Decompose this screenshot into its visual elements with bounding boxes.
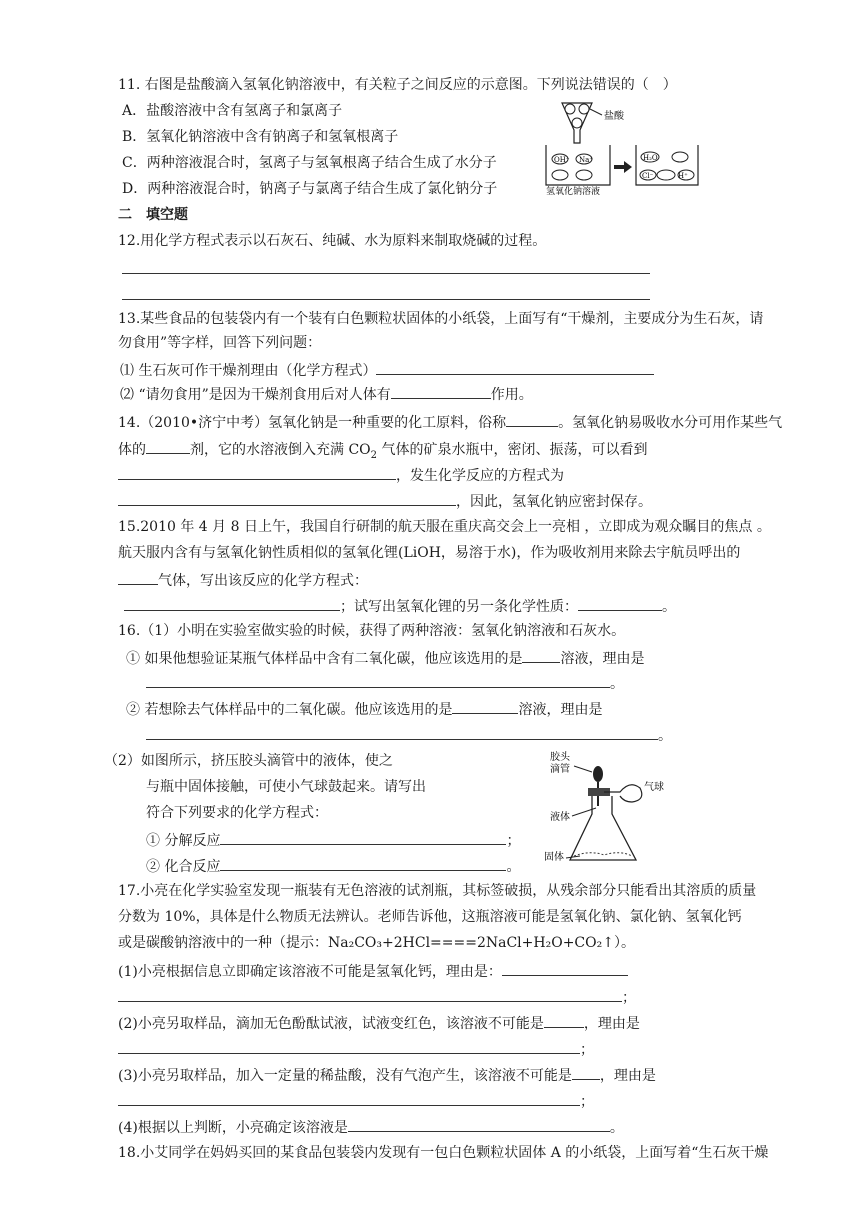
q16-reaction-2-period: 。: [506, 859, 521, 875]
q18-line-1: 18.小艾同学在妈妈买回的某食品包装袋内发现有一包白色颗粒状固体 A 的小纸袋，上面写着“生石灰干燥: [118, 1145, 769, 1161]
q17-sub-3-text: (3)小亮另取样品，加入一定量的稀盐酸，没有气泡产生，该溶液不可能是: [118, 1068, 572, 1084]
q12-answer-line-2[interactable]: [122, 299, 650, 300]
q17-sub-4-text: (4)根据以上判断，小亮确定该溶液是: [118, 1120, 348, 1136]
q16-blank-6[interactable]: [220, 856, 506, 871]
q16-fig-balloon-label: 气球: [644, 782, 664, 793]
q17-blank-3[interactable]: [544, 1013, 584, 1028]
q17-line-1: 17.小亮在化学实验室发现一瓶装有无色溶液的试剂瓶，其标签破损，从残余部分只能看出其溶质的质量: [118, 883, 757, 899]
q17-blank-2[interactable]: [118, 987, 622, 1002]
q16-item-1-period: 。: [610, 676, 624, 692]
q16-reaction-2: [146, 856, 520, 876]
q14-co2-subscript: 2: [370, 449, 378, 461]
q16-blank-2[interactable]: [146, 673, 610, 688]
q11-fig-oh-label: OH⁻: [554, 156, 570, 164]
q15-line-4-suffix: 。: [662, 599, 676, 615]
q14-line-4-text: ，因此，氢氧化钠应密封保存。: [456, 494, 652, 510]
q11-fig-cl-label: Cl⁻: [642, 172, 654, 180]
q14-line-3-text: ，发生化学反应的方程式为: [396, 468, 564, 484]
q12-stem: 12.用化学方程式表示以石灰石、纯碱、水为原料来制取烧碱的过程。: [118, 233, 547, 249]
q17-sub-4: [118, 1117, 624, 1137]
q16-part-2-line-1: （2）如图所示，挤压胶头滴管中的液体，使之: [104, 753, 393, 769]
q17-sub-1-text: (1)小亮根据信息立即确定该溶液不可能是氢氧化钙，理由是：: [118, 964, 502, 980]
q16-part-2-line-2: 与瓶中固体接触，可使小气球鼓起来。请写出: [146, 779, 426, 795]
q13-part-2-suffix: 作用。: [490, 387, 533, 403]
q13-line-1: 13.某些食品的包装袋内有一个装有白色颗粒状固体的小纸袋，上面写有“干燥剂，主要成分为生石灰，请: [118, 311, 764, 327]
q17-sub-1: [118, 961, 628, 981]
q15-blank-3[interactable]: [578, 596, 662, 611]
q15-line-4: [124, 596, 676, 616]
q13-part-2: [120, 384, 533, 404]
q16-item-2-period: 。: [658, 728, 672, 744]
q16-item-2: [126, 699, 602, 719]
q15-blank-2[interactable]: [124, 596, 340, 611]
q11-fig-hcl-label: 盐酸: [604, 111, 624, 122]
q16-fig-dropper-label-1: 胶头: [550, 752, 570, 763]
q13-part-2-blank[interactable]: [391, 384, 491, 399]
q17-sub-3-suffix: ，理由是: [599, 1068, 656, 1084]
q14-line-1-text: 14.（2010•济宁中考）氢氧化钠是一种重要的化工原料，俗称: [118, 415, 507, 431]
q11-fig-h-label: H⁺: [678, 172, 688, 180]
q17-sub-3: [118, 1065, 656, 1085]
q16-fig-solid-label: 固体: [544, 852, 564, 863]
q16-flask-figure: [540, 748, 680, 872]
q17-sub-3-cont: [118, 1091, 594, 1111]
q16-fig-dropper-bulb: [593, 766, 603, 782]
q11-fig-h-ion: [579, 104, 589, 114]
q16-item-1-text: ① 如果他想验证某瓶气体样品中含有二氧化碳，他应该选用的是: [126, 651, 523, 667]
q16-blank-1[interactable]: [522, 648, 560, 663]
q17-sub-1-cont: [118, 987, 636, 1007]
q17-sub-1-semicolon: ；: [622, 990, 636, 1006]
q17-sub-2-suffix: ，理由是: [583, 1016, 640, 1032]
q16-blank-3[interactable]: [452, 699, 518, 714]
q13-part-2-text: ⑵ “请勿食用”是因为干燥剂食用后对人体有: [120, 387, 391, 403]
q14-line-2: [118, 439, 647, 459]
q17-blank-1[interactable]: [502, 961, 628, 976]
q14-blank-1[interactable]: [506, 412, 558, 427]
q14-line-4: [118, 491, 652, 511]
q16-item-1-suffix: 溶液，理由是: [560, 651, 645, 667]
q16-item-2-suffix: 溶液，理由是: [518, 702, 603, 718]
q14-blank-4[interactable]: [118, 491, 456, 506]
q11-fig-h2o-label: H₂O: [643, 154, 658, 162]
q13-part-1-blank[interactable]: [376, 360, 654, 375]
q15-line-3: [118, 570, 368, 590]
q14-line-2-text: 体的: [118, 442, 146, 458]
q11-fig-cl-ion: [565, 104, 575, 114]
q17-sub-4-suffix: 。: [609, 1120, 624, 1136]
q17-sub-3-semicolon: ；: [580, 1094, 594, 1110]
q13-line-2: 勿食用”等字样，回答下列问题：: [118, 335, 322, 351]
q14-blank-2[interactable]: [146, 439, 190, 454]
section-title: 二 填空题: [118, 207, 188, 223]
q14-line-2-mid: 剂，它的水溶液倒入充满 CO: [190, 442, 371, 458]
q17-blank-4[interactable]: [118, 1039, 580, 1054]
q12-answer-line-1[interactable]: [122, 273, 650, 274]
q14-blank-3[interactable]: [118, 465, 396, 480]
q14-line-1-suffix: 。氢氧化钠易吸收水分可用作某些气: [558, 415, 783, 431]
q16-reaction-1-text: ① 分解反应: [146, 833, 221, 849]
q16-part-2-line-3: 符合下列要求的化学方程式：: [146, 805, 328, 821]
q16-item-1-reason: [146, 673, 624, 693]
q11-fig-arrow-icon: [614, 161, 632, 173]
q17-line-2: 分数为 10%，具体是什么物质无法辨认。老师告诉他，这瓶溶液可能是氢氧化钠、氯化钠、氢氧化钙: [118, 909, 742, 925]
q13-part-1: [120, 360, 654, 380]
q16-reaction-1-semicolon: ；: [506, 833, 521, 849]
q11-option-b: B．氢氧化钠溶液中含有钠离子和氢氧根离子: [122, 129, 399, 145]
q15-line-1: 15.2010 年 4 月 8 日上午，我国自行研制的航天服在重庆高交会上一亮相 ，立即成为观众瞩目的焦点 。: [118, 519, 771, 535]
q16-part-1: 16.（1）小明在实验室做实验的时候，获得了两种溶液：氢氧化钠溶液和石灰水。: [118, 623, 626, 639]
q15-blank-1[interactable]: [118, 570, 158, 585]
q17-blank-7[interactable]: [348, 1117, 610, 1132]
q14-line-3: [118, 465, 564, 485]
q17-sub-2-cont: [118, 1039, 594, 1059]
q15-line-2: 航天服内含有与氢氧化钠性质相似的氢氧化锂(LiOH，易溶于水)，作为吸收剂用来除去宇航员呼出的: [118, 545, 741, 561]
q17-blank-5[interactable]: [572, 1065, 600, 1080]
q16-blank-5[interactable]: [220, 830, 506, 845]
q15-line-3-text: 气体，写出该反应的化学方程式：: [158, 573, 368, 589]
q11-reaction-figure: [540, 95, 700, 195]
q11-fig-naoh-label: 氢氧化钠溶液: [546, 187, 601, 195]
q11-fig-na-label: Na⁺: [579, 156, 593, 164]
q11-option-c: C．两种溶液混合时，氢离子与氢氧根离子结合生成了水分子: [122, 155, 497, 171]
q13-part-1-text: ⑴ 生石灰可作干燥剂理由（化学方程式）: [120, 363, 377, 379]
q16-fig-dropper-label-2: 滴管: [550, 764, 570, 775]
q14-line-2-suffix: 气体的矿泉水瓶中，密闭、振荡，可以看到: [377, 442, 648, 458]
q16-item-1: [126, 648, 644, 668]
q14-line-1: [118, 412, 782, 432]
q11-option-a: A．盐酸溶液中含有氢离子和氯离子: [122, 103, 343, 119]
q15-line-4-text: ；试写出氢氧化锂的另一条化学性质：: [340, 599, 578, 615]
q17-sub-2-text: (2)小亮另取样品，滴加无色酚酞试液，试液变红色，该溶液不可能是: [118, 1016, 544, 1032]
q16-blank-4[interactable]: [146, 725, 658, 740]
q11-stem: 11. 右图是盐酸滴入氢氧化钠溶液中，有关粒子之间反应的示意图。下列说法错误的（ ）: [118, 77, 677, 93]
q17-sub-2: [118, 1013, 640, 1033]
q16-item-2-text: ② 若想除去气体样品中的二氧化碳。他应该选用的是: [126, 702, 453, 718]
q11-option-d: D．两种溶液混合时，钠离子与氯离子结合生成了氯化钠分子: [122, 181, 498, 197]
q11-fig-h-ion-2: [572, 118, 582, 128]
q16-item-2-reason: [146, 725, 672, 745]
q17-line-3: 或是碳酸钠溶液中的一种（提示：Na₂CO₃+2HCl====2NaCl+H₂O+CO₂↑）。: [118, 935, 635, 951]
q16-fig-flask: [570, 796, 636, 860]
q17-sub-2-semicolon: ；: [580, 1042, 594, 1058]
q17-blank-6[interactable]: [118, 1091, 580, 1106]
q16-reaction-1: [146, 830, 520, 850]
q16-fig-liquid-label: 液体: [550, 812, 570, 823]
q16-reaction-2-text: ② 化合反应: [146, 859, 221, 875]
